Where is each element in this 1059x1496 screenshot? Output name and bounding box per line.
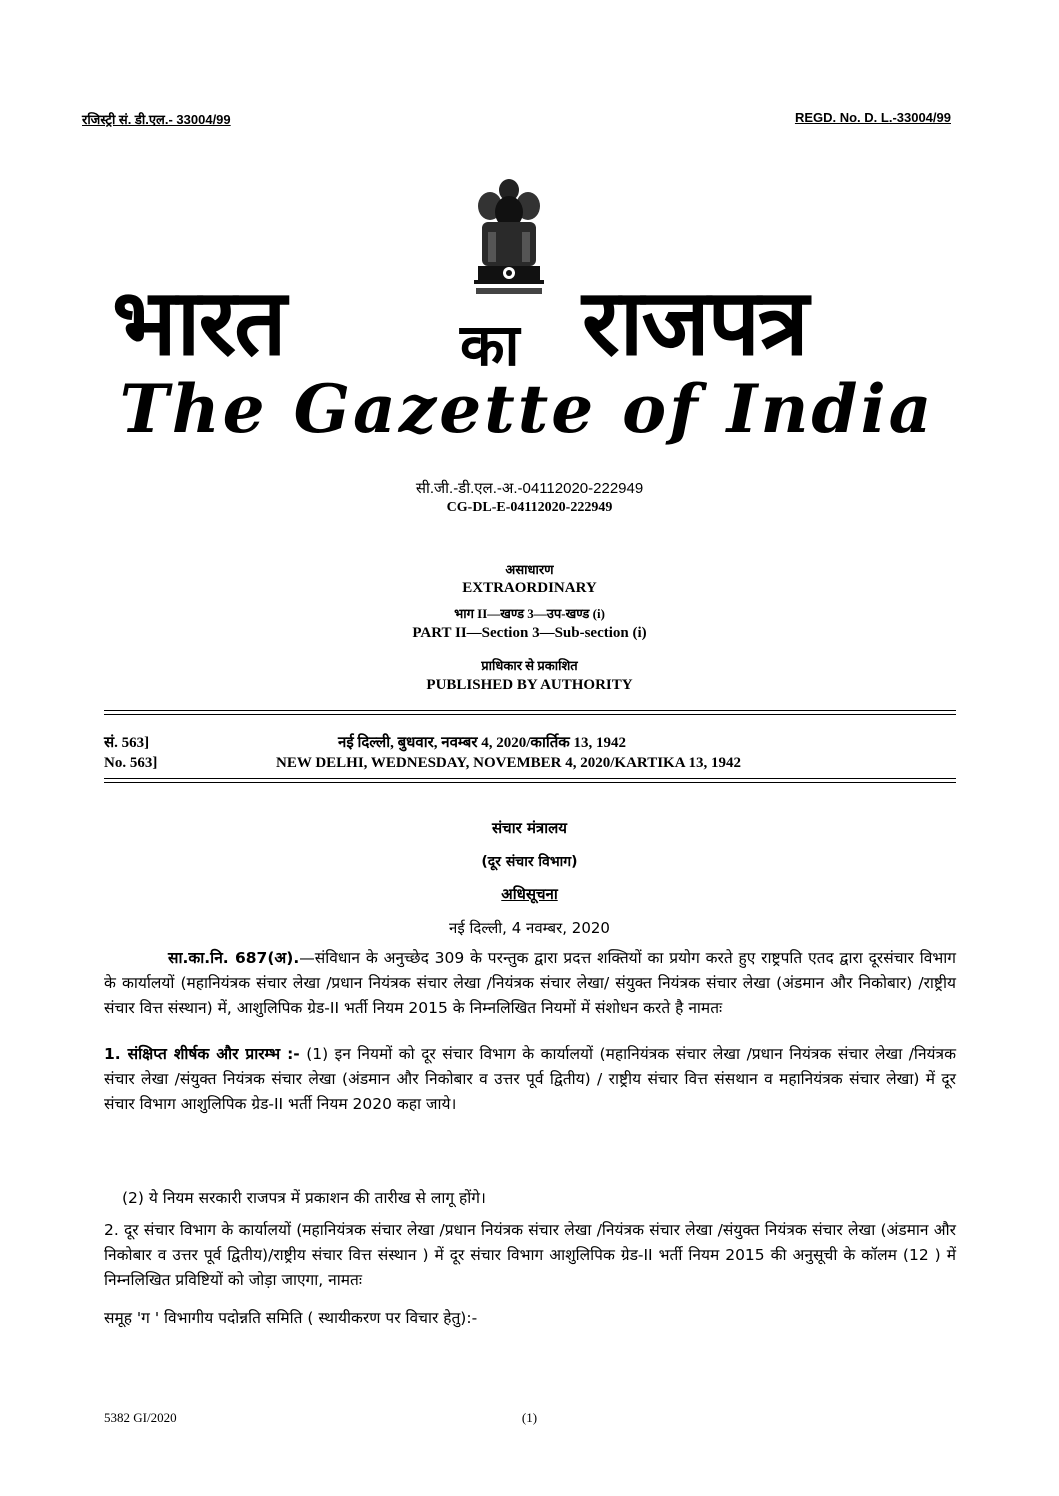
masthead-word-bharat: भारत — [112, 269, 285, 376]
paragraph-commencement: (2) ये नियम सरकारी राजपत्र में प्रकाशन की तारीख से लागू होंगे। — [122, 1189, 486, 1207]
paragraph-preamble — [104, 946, 956, 1021]
paragraph-amendment: 2. दूर संचार विभाग के कार्यालयों (महानियंत्रक संचार लेखा /प्रधान नियंत्रक संचार लेखा /नियंत्रक संचार लेखा /संयुक्त नियंत्रक संचार लेखा (अंडमान और निकोबार व उत्तर पूर्व द्वितीय)/राष्ट्रीय संचार वित्त संस्थान ) में दूर संचार विभाग आशुलिपिक ग्रेड-II भर्ती नियम 2015 की अनुसूची के कॉलम (12 ) में निम्नलिखित प्रविष्टियों को जोड़ा जाएगा, नामतः — [104, 1221, 956, 1289]
department-heading: (दूर संचार विभाग) — [481, 854, 578, 870]
masthead-word-rajpatra: राजपत्र — [582, 269, 807, 376]
issue-date-hindi: नई दिल्ली, बुधवार, नवम्बर 4, 2020/कार्तिक 13, 1942 — [338, 735, 627, 751]
masthead-hindi — [112, 268, 952, 378]
issue-number-english: No. 563] — [104, 755, 158, 771]
published-by-authority-english: PUBLISHED BY AUTHORITY — [426, 677, 633, 693]
gazette-code-english: CG-DL-E-04112020-222949 — [446, 500, 613, 515]
registration-number-hindi: रजिस्ट्री सं. डी.एल.- 33004/99 — [82, 112, 231, 127]
ministry-heading: संचार मंत्रालय — [492, 819, 567, 837]
page-number: (1) — [521, 1410, 538, 1425]
notification-heading: अधिसूचना — [501, 885, 558, 903]
divider — [104, 782, 956, 783]
part-section-english: PART II—Section 3—Sub-section (i) — [412, 625, 647, 641]
short-title-text: (1) इन नियमों को दूर संचार विभाग के कार्यालयों (महानियंत्रक संचार लेखा /प्रधान नियंत्रक संचार लेखा /नियंत्रक संचार लेखा /संयुक्त नियंत्रक संचार लेखा (अंडमान और निकोबार व उत्तर पूर्व द्वितीय) / राष्ट्रीय संचार वित्त संसथान व महानियंत्रक संचार लेखा) में दूर संचार विभाग आशुलिपिक ग्रेड-II भर्ती नियम 2020 कहा जाये। — [104, 1045, 956, 1113]
extraordinary-english: EXTRAORDINARY — [462, 580, 597, 596]
gsr-number: सा.का.नि. 687(अ). — [168, 949, 300, 967]
masthead-english: The Gazette of India — [119, 370, 935, 448]
issue-date-english: NEW DELHI, WEDNESDAY, NOVEMBER 4, 2020/KARTIKA 13, 1942 — [276, 755, 741, 771]
registration-number-english: REGD. No. D. L.-33004/99 — [794, 110, 951, 125]
footer-code: 5382 GI/2020 — [104, 1410, 177, 1425]
place-date: नई दिल्ली, 4 नवम्बर, 2020 — [449, 919, 610, 937]
gazette-code-hindi: सी.जी.-डी.एल.-अ.-04112020-222949 — [415, 480, 644, 497]
masthead-word-ka: का — [460, 311, 518, 379]
divider — [104, 778, 956, 779]
published-by-authority-hindi: प्राधिकार से प्रकाशित — [481, 658, 578, 673]
preamble-text: —संविधान के अनुच्छेद 309 के परन्तुक द्वारा प्रदत्त शक्तियों का प्रयोग करते हुए राष्ट्रपति एतद द्वारा दूरसंचार विभाग के कार्यालयों (महानियंत्रक संचार लेखा /प्रधान नियंत्रक संचार लेखा /नियंत्रक संचार लेखा/ संयुक्त नियंत्रक संचार लेखा (अंडमान और निकोबार) /राष्ट्रीय संचार वित्त संस्थान) में, आशुलिपिक ग्रेड-II भर्ती नियम 2015 के निम्नलिखित नियमों में संशोधन करते है नामतः — [104, 949, 956, 1017]
part-section-hindi: भाग II—खण्ड 3—उप-खण्ड (i) — [454, 606, 605, 621]
extraordinary-hindi: असाधारण — [505, 562, 554, 577]
short-title-heading: 1. संक्षिप्त शीर्षक और प्रारम्भ :- — [104, 1045, 300, 1063]
issue-number-hindi: सं. 563] — [104, 735, 150, 751]
divider — [104, 710, 956, 711]
paragraph-group-c: समूह 'ग ' विभागीय पदोन्नति समिति ( स्थायीकरण पर विचार हेतु):- — [104, 1309, 478, 1327]
divider — [104, 714, 956, 715]
paragraph-short-title — [104, 1042, 956, 1117]
